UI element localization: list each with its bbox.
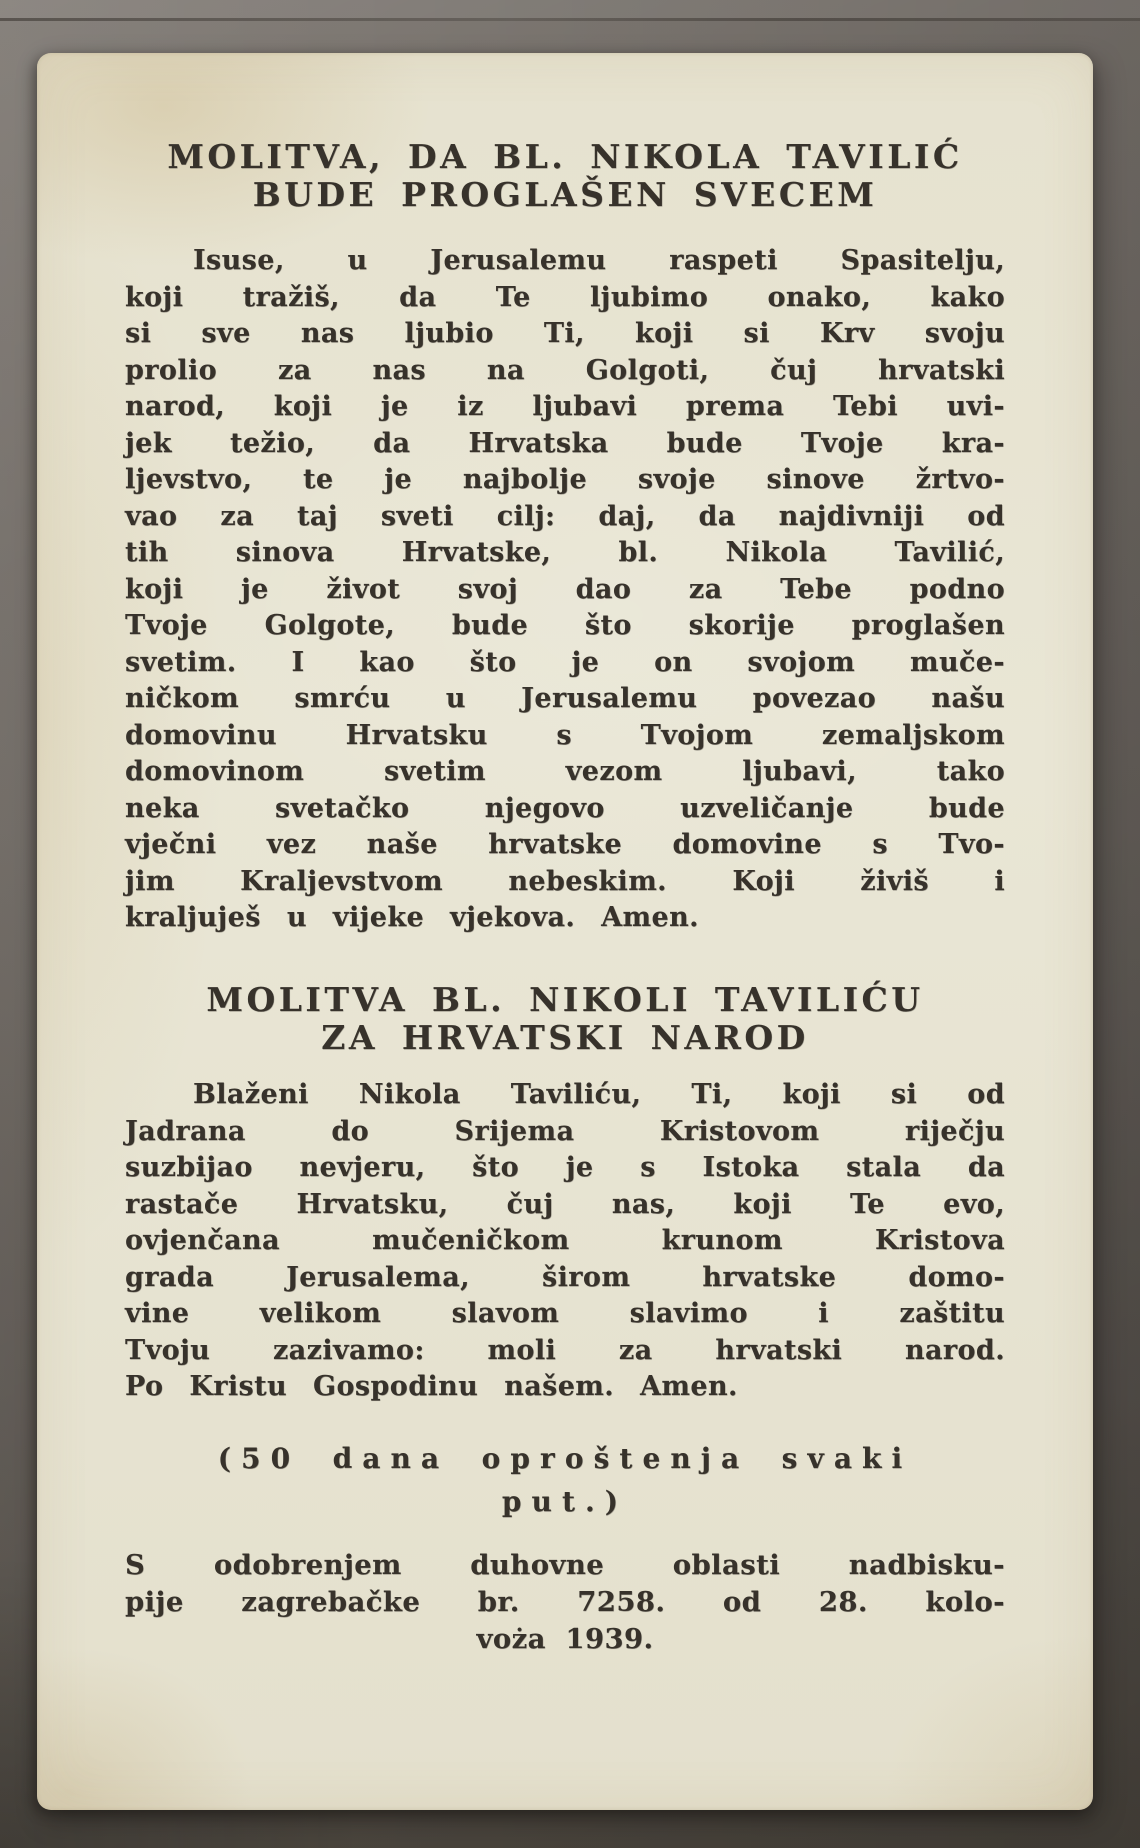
text-line: voża 1939. — [476, 1623, 654, 1655]
text-line: Tvoje Golgote, bude što skorije proglašen — [125, 610, 1005, 641]
prayer-1-text — [125, 243, 1005, 937]
text-line: suzbijao nevjeru, što je s Istoka stala da — [125, 1152, 1005, 1183]
text-line: Jadrana do Srijema Kristovom riječju — [125, 1115, 1005, 1147]
prayer-1-title-line: BUDE PROGLAŠEN SVECEM — [252, 175, 878, 214]
text-line: (50 dana oproštenja svaki — [217, 1442, 913, 1475]
text-line: si sve nas ljubio Ti, koji si Krv svoju — [125, 318, 1005, 349]
prayer-1-title — [125, 138, 1005, 214]
prayer-2-text — [125, 1077, 1005, 1406]
prayer-card — [37, 53, 1093, 1810]
text-line: Tvoju zazivamo: moli za hrvatski narod. — [125, 1334, 1005, 1366]
text-line: ničkom smrću u Jerusalemu povezao našu — [125, 683, 1005, 714]
text-line: neka svetačko njegovo uzveličanje bude — [125, 792, 1005, 824]
text-line: Blaženi Nikola Taviliću, Ti, koji si od — [193, 1079, 1005, 1110]
text-line: Po Kristu Gospodinu našem. Amen. — [125, 1371, 738, 1402]
mat-crease-line — [0, 18, 1140, 21]
prayer-2-title-line: ZA HRVATSKI NAROD — [321, 1018, 809, 1057]
text-line: ljevstvo, te je najbolje svoje sinove žrtvo- — [125, 464, 1005, 495]
text-line: vine velikom slavom slavimo i zaštitu — [125, 1298, 1005, 1329]
text-line: vao za taj sveti cilj: daj, da najdivniji od — [125, 500, 1005, 532]
text-line: Isuse, u Jerusalemu raspeti Spasitelju, — [193, 245, 1005, 276]
text-line: narod, koji je iz ljubavi prema Tebi uvi- — [125, 391, 1005, 422]
text-line: jim Kraljevstvom nebeskim. Koji živiš i — [125, 865, 1005, 897]
text-line: domovinom svetim vezom ljubavi, tako — [125, 756, 1005, 787]
text-line: koji je život svoj dao za Tebe podno — [125, 573, 1005, 605]
text-line: pije zagrebačke br. 7258. od 28. kolo- — [125, 1586, 1005, 1618]
text-line: ovjenčana mučeničkom krunom Kristova — [125, 1225, 1005, 1256]
text-line: tih sinova Hrvatske, bl. Nikola Tavilić, — [125, 537, 1005, 568]
text-line: svetim. I kao što je on svojom muče- — [125, 646, 1005, 678]
indulgence-note — [125, 1437, 1005, 1523]
imprimatur-note — [125, 1547, 1005, 1658]
prayer-1-title-line: MOLITVA, DA BL. NIKOLA TAVILIĆ — [167, 137, 963, 176]
text-line: prolio za nas na Golgoti, čuj hrvatski — [125, 354, 1005, 386]
text-line: kraljuješ u vijeke vjekova. Amen. — [125, 902, 699, 933]
mat-top-band — [0, 0, 1140, 18]
text-line: koji tražiš, da Te ljubimo onako, kako — [125, 281, 1005, 313]
text-line: jek težio, da Hrvatska bude Tvoje kra- — [125, 427, 1005, 459]
text-line: domovinu Hrvatsku s Tvojom zemaljskom — [125, 719, 1005, 751]
text-line: S odobrenjem duhovne oblasti nadbisku- — [125, 1549, 1005, 1581]
text-line: put.) — [501, 1485, 629, 1518]
text-line: grada Jerusalema, širom hrvatske domo- — [125, 1261, 1005, 1293]
text-line: vječni vez naše hrvatske domovine s Tvo- — [125, 829, 1005, 860]
text-line: rastače Hrvatsku, čuj nas, koji Te evo, — [125, 1188, 1005, 1220]
prayer-2-title-line: MOLITVA BL. NIKOLI TAVILIĆU — [206, 980, 924, 1019]
prayer-2-title — [125, 981, 1005, 1057]
